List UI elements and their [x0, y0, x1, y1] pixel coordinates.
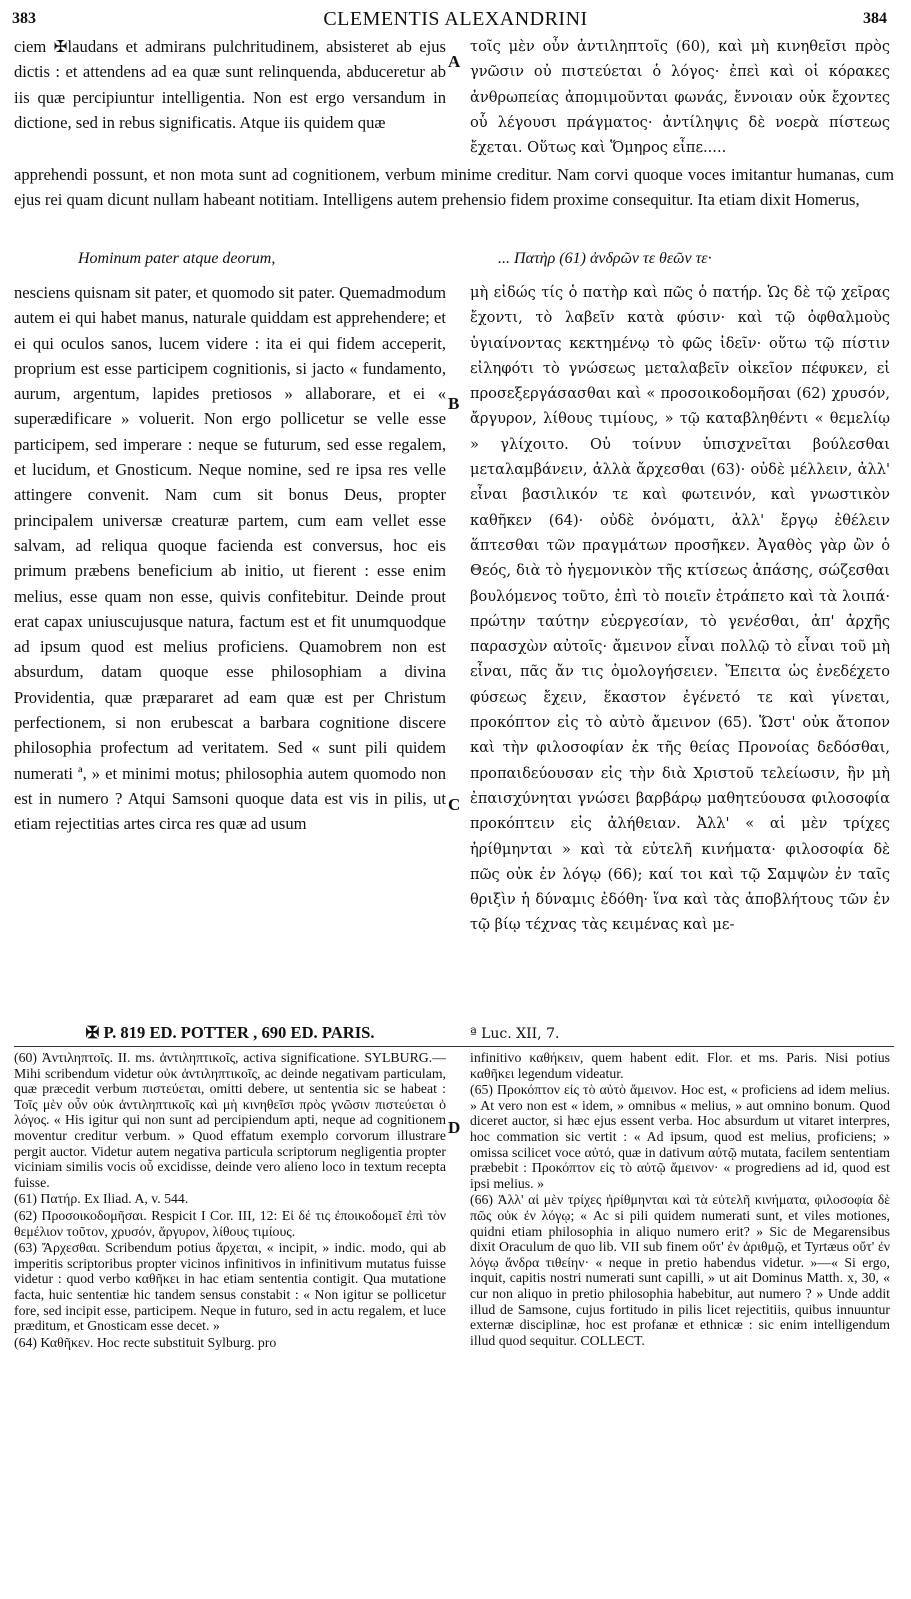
- running-title: CLEMENTIS ALEXANDRINI: [323, 8, 588, 30]
- main-greek-text: μὴ εἰδώς τίς ὁ πατὴρ καὶ πῶς ὁ πατήρ. Ὡς δὲ τῷ χεῖρας ἔχοντι, τὸ λαβεῖν κατὰ φύσιν· καὶ τῷ ὀφθαλμοὺς ὑγιαίνοντας κεκτημένῳ τὸ φῶς ἰδεῖν· οὕτω τῷ πίστιν εἰληφότι τὸ γνώσεως μεταλαβεῖν οἰκεῖον πέφυκεν, εἰ προσεξεργάσασθαι καὶ « προσοικοδομῆσαι (62) χρυσόν, ἄργυρον, λίθους τιμίους, » τῷ καταβληθέντι « θεμελίῳ » γλίχοιτο. Οὐ τοίνυν ὑπισχνεῖται βούλεσθαι μεταλαμβάνειν, ἀλλὰ ἄρχεσθαι (63)· οὐδὲ μέλλειν, ἀλλ' εἶναι βασιλικόν τε καὶ φωτεινόν, καὶ γνωστικὸν καθῆκεν (64)· οὐδὲ ὀνόματι, ἀλλ' ἔργῳ ἐθέλειν ἅπτεσθαι τῶν πραγμάτων προσῆκεν. Ἀγαθὸς γὰρ ὢν ὁ Θεός, διὰ τὸ ἡγεμονικὸν τῆς κτίσεως ἁπάσης, σώζεσθαι βουλόμενος τοῦτο, ἐπὶ τὸ ποιεῖν ἐτράπετο καὶ τὰ λοιπά· πρώτην ταύτην εὐεργεσίαν, τὸ γενέσθαι, ἀπ' ἀρχῆς παρασχὼν αὐτοῖς· ἄμεινον εἶναι πολλῷ τὸ εἶναι τοῦ μὴ εἶναι, πᾶς ἄν τις ὁμολογήσειεν. Ἔπειτα ὡς ἐνεδέχετο φύσεως ἔχειν, ἕκαστον ἐγένετό τε καὶ γίνεται, προκόπτον εἰς τὸ αὐτὸ ἄμεινον (65). Ὥστ' οὐκ ἄτοπον καὶ τὴν φιλοσοφίαν ἐκ τῆς θείας Προνοίας δεδόσθαι, προπαιδεύουσαν εἰς τὴν διὰ Χριστοῦ τελείωσιν, ἢν μὴ ἐπαισχύνηται γνώσει βαρβάρῳ μαθητεύουσα φιλοσοφία προκόπτειν εἰς ἀλήθειαν. Ἀλλ' « αἱ μὲν τρίχες ἠρίθμηνται » καὶ τὰ εὐτελῆ κινήματα· φιλοσοφία δὲ πῶς οὐκ ἐν λόγῳ (66); καί τοι καὶ τῷ Σαμψὼν ἐν ταῖς θριξὶν ἡ δύναμις ἐδόθη· ἵνα καὶ τὰς ἀποβλήτους τῶν ἐν τῷ βίῳ τέχνας τὰς κειμένας καὶ με-: [470, 284, 890, 934]
- edition-reference: ✠ P. 819 ED. POTTER , 690 ED. PARIS.: [85, 1023, 375, 1042]
- full-width-paragraph: apprehendi possunt, et non mota sunt ad cognitionem, verbum minime creditur. Nam corvi quoque voces imitantur humanas, cum ejus rei quam dicunt nullam habeant notitiam. Intelligens autem prehensio fidem proxime consequitur. Ita etiam dixit Homerus,: [14, 165, 894, 210]
- note-64: (64) Καθῆκεν. Hoc recte substituit Sylburg. pro: [14, 1334, 277, 1350]
- top-latin-text: ciem ✠laudans et admirans pulchritudinem, absisteret ab ejus dictis : et attendens ad ea quæ sunt relinquenda, abduceretur ab iis quæ percipiuntur intelligentia. Non est ergo versandum in dictione, sed in rebus significatis. Atque iis quidem quæ: [14, 37, 446, 132]
- page-number-left: 383: [12, 10, 36, 27]
- main-latin-column: [14, 280, 446, 1020]
- note-64-continued: infinitivo καθήκειν, quem habent edit. Flor. et ms. Paris. Nisi potius καθῆκει legendum videatur.: [470, 1050, 890, 1081]
- top-greek-text: τοῖς μὲν οὖν ἀντιληπτοῖς (60), καὶ μὴ κινηθεῖσι πρὸς γνῶσιν οὐ πιστεύεται ὁ λόγος· ἐπεὶ καὶ οἱ κόρακες ἀνθρωπείας ἀπομιμοῦνται φωνάς, ἔννοιαν οὐκ ἔχοντες οὗ λέγουσι πράγματος· ἀντίληψις δὲ νοερὰ πίστεως ἔχεται. Οὕτως καὶ Ὅμηρος εἶπε.....: [470, 38, 890, 157]
- notes-left-column: [14, 1050, 446, 1590]
- note-60: (60) Ἀντιληπτοῖς. II. ms. ἀντιληπτικοῖς, activa significatione. SYLBURG.— Mihi scribendum videtur οὐκ ἀντιληπτικοῖς, ac deinde negativam particulam, quæ præcedit verbum πιστεύεται, omitti debere, ut sententia sic se habeat : Τοῖς μὲν οὖν οὐκ ἀντιληπτικοῖς καὶ μὴ κινηθεῖσι πρὸς γνῶσιν πιστεύεται ὁ λόγος. « His igitur qui non sunt ad percipiendum apti, neque ad cognitionem moventur creditur verbum. » Quod effatum exemplo corvorum illustrare pergit auctor. Videtur autem negativa particula scriptorum negligentia propter viciniam similis vocis οὗ excidisse, deinde vero alieno loco in textum recepta fuisse.: [14, 1050, 446, 1190]
- top-latin-column: [14, 34, 446, 162]
- notes-divider: [14, 1046, 894, 1047]
- notes-right-column: [470, 1050, 890, 1590]
- note-65: (65) Προκόπτον εἰς τὸ αὐτὸ ἄμεινον. Hoc est, « proficiens ad idem melius. » At vero non est « idem, » omnibus « melius, » aut omnino bonum. Quod diceret auctor, si hæc ejus essent verba. Hoc absurdum ut vitaret interpres, hoc commation sic vertit : « Ad ipsum, quod est melius, proficiens; » omissa scilicet voce αὐτό, quæ in dativum αὐτῷ mutata, facilem sententiam præbebit : Προκόπτον εἰς τὸ αὐτῷ ἄμεινον· « progrediens ad id, quod est ipsi melius. »: [470, 1082, 890, 1191]
- margin-letter-c: C: [448, 795, 461, 814]
- full-width-text: [14, 162, 894, 240]
- page-number-right: 384: [863, 10, 887, 27]
- running-header: [0, 6, 911, 32]
- quote-latin: Hominum pater atque deorum,: [78, 250, 276, 267]
- main-latin-text: nesciens quisnam sit pater, et quomodo sit pater. Quemadmodum autem ei qui habet manus, naturale quiddam est apprehendere; et ei qui oculos sanos, lucem videre : ita ei qui fidem acceperit, proprium est esse participem cognitionis, si jacto « fundamento, aurum, argentum, lapides pretiosos » allaborare, et ei « superædificare » voluerit. Non ergo pollicetur se velle esse participem, sed imperare : neque se futurum, sed esse regalem, et lucidum, et Gnosticum. Neque nomine, sed re ipsa res velle attingere convenit. Nam cum sit bonus Deus, propter principalem universæ creaturæ partem, cum eam vellet esse salvam, ad reliqua quoque facienda est conversus, hoc eis primum præbens beneficium ab initio, ut fierent : esse enim melius, esse quam non esse, quivis confitebitur. Deinde prout erat capax uniuscujusque natura, factum est et fit unumquodque ad ipsum quod est melius proficiens. Quamobrem non est absurdum, datam quoque esse philosophiam a divina Providentia, quæ præpararet ad eam quæ est per Christum perfectionem, si non erubescat a barbara cognitione discere philosophia profectum ad veritatem. Sed « sunt pili quidem numerati ª, » et minimi motus; philosophia autem quomodo non est in numero ? Atqui Samsoni quoque data est vis in pilis, ut etiam rejectitias artes circa res quæ ad usum: [14, 283, 446, 834]
- note-66: (66) Ἀλλ' αἱ μὲν τρίχες ἠρίθμηνται καὶ τὰ εὐτελῆ κινήματα, φιλοσοφία δὲ πῶς οὐκ ἐν λόγῳ; « Ac si pili quidem numerati sunt, et viles motiones, quidni etiam philosophia in aliquo numero erit? » Sic de Megarensibus dixit Oraculum de quo lib. VII sub finem οὔτ' ἐν ἀριθμῷ, et Tyrtæus οὔτ' ἐν λόγῳ ἄνδρα τιθείην· « neque in pretio habendus videtur. »—« Si ergo, inquit, capitis nostri numerati sunt capilli, » ut ait Dominus Matth. x, 30, « cur non aliquo in pretio philosophia habebitur, aut numero ? » Unde addit illud de Samsone, cujus fortitudo in pilis licet rejectitiis, quibus innuuntur externæ disciplinæ, hoc est profanæ et ethnicæ : sic enim intelligendum illud quod sequitur. COLLECT.: [470, 1192, 890, 1348]
- note-62: (62) Προσοικοδομῆσαι. Respicit I Cor. III, 12: Εἰ δέ τις ἐποικοδομεῖ ἐπὶ τὸν θεμέλιον τοῦτον, χρυσόν, ἄργυρον, λίθους τιμίους.: [14, 1207, 446, 1239]
- margin-letter-a: A: [448, 52, 461, 71]
- note-63: (63) Ἄρχεσθαι. Scribendum potius ἄρχεται, « incipit, » indic. modo, qui ab imperitis scriptoribus propter vicinos infinitivos in infinitivum mutatus fuisse videtur : quod verbo καθῆκει in hac etiam sententia contigit. Qua mutatione facta, huic sententiæ hic tandem sensus constabit : « Non igitur se pollicetur fore, sed incipit esse, participem. Neque in futuro, sed in actu regalem, et luce præditum, et Gnosticam esse decet. »: [14, 1240, 446, 1334]
- margin-letter-b: B: [448, 394, 460, 413]
- main-greek-column: [470, 280, 890, 1020]
- quote-greek: ... Πατὴρ (61) ἀνδρῶν τε θεῶν τε·: [498, 250, 712, 267]
- top-greek-column: [470, 34, 890, 162]
- note-61: (61) Πατήρ. Ex Iliad. A, v. 544.: [14, 1191, 189, 1207]
- scripture-reference: ª Luc. XII, 7.: [470, 1026, 560, 1042]
- margin-letter-d: D: [448, 1118, 461, 1137]
